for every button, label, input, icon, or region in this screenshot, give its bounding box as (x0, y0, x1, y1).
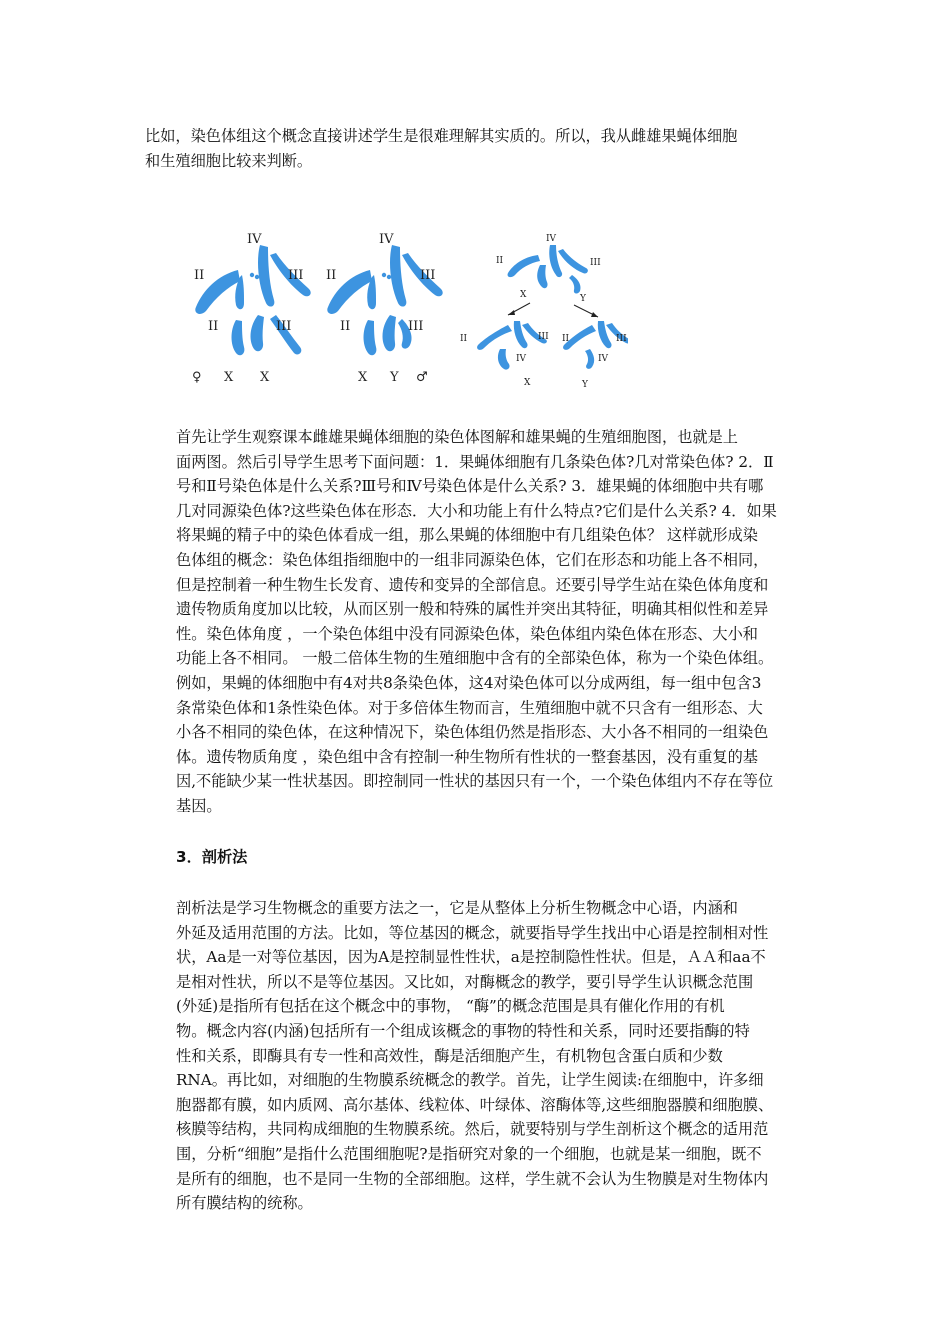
label-x: X (520, 290, 527, 300)
male-symbol: ♂ (416, 370, 428, 385)
text-line: 面两图。然后引导学生思考下面问题：1．果蝇体细胞有几条染色体?几对常染色体? 2．Ⅱ (176, 452, 774, 471)
label-II: II (496, 256, 504, 266)
text-line: 例如，果蝇的体细胞中有4对共8条染色体，这4对染色体可以分成两组，每一组中包含3 (176, 673, 762, 692)
label-III: III (616, 334, 627, 344)
label-II: II (194, 268, 205, 283)
text-line: 首先让学生观察课本雌雄果蝇体细胞的染色体图解和雄果蝇的生殖细胞图，也就是上 (176, 428, 738, 446)
text-line: 体。遗传物质角度 ，染色组中含有控制一种生物所有性状的一整套基因，没有重复的基 (176, 747, 758, 766)
label-IV: IV (247, 232, 262, 247)
text-line: 但是控制着一种生物生长发育、遗传和变异的全部信息。还要引导学生站在染色体角度和 (176, 575, 769, 594)
text-line: 号和Ⅱ号染色体是什么关系?Ⅲ号和Ⅳ号染色体是什么关系? 3．雄果蝇的体细胞中共有哪 (176, 477, 764, 496)
chromosome-diagram (178, 215, 628, 400)
text-line: 性和关系，即酶具有专一性和高效性，酶是活细胞产生，有机物包含蛋白质和少数 (176, 1046, 723, 1065)
section-heading: 3．剖析法 (176, 848, 248, 866)
text-line: 遗传物质角度加以比较，从而区别一般和特殊的属性并突出其特征，明确其相似性和差异 (176, 600, 769, 619)
paragraph-analysis (145, 896, 813, 1216)
label-II: II (326, 268, 337, 283)
text-line: 因,不能缺少某一性状基因。即控制同一性状的基因只有一个，一个染色体组内不存在等位 (176, 772, 774, 791)
label-II-low: II (340, 319, 351, 334)
text-line: 色体组的概念：染色体组指细胞中的一组非同源染色体，它们在形态和功能上各不相同， (176, 550, 769, 569)
label-II: II (562, 334, 570, 344)
text-line: 是相对性状，所以不是等位基因。又比如，对酶概念的教学，要引导学生认识概念范围 (176, 972, 754, 991)
label-x: X (260, 370, 270, 385)
gamete-y-chromosomes (563, 321, 628, 369)
gamete-x-chromosomes (477, 321, 547, 370)
text-line: 围，分析“细胞”是指什么范围细胞呢?是指研究对象的一个细胞，也就是某一细胞，既不 (176, 1144, 762, 1163)
text-line: 所有膜结构的统称。 (176, 1194, 313, 1213)
label-II: II (460, 334, 468, 344)
label-x: X (224, 370, 234, 385)
label-y: Y (580, 294, 586, 304)
parent-cell-chromosomes (508, 245, 588, 294)
text-line: 条常染色体和1条性染色体。对于多倍体生物而言，生殖细胞中就不只含有一组形态、大 (176, 698, 763, 717)
label-x: X (524, 378, 531, 388)
label-III: III (590, 258, 601, 268)
label-III-low: III (276, 319, 292, 334)
chromosome-figure (178, 215, 628, 400)
meiosis-panel (460, 234, 628, 390)
arrow-right-head (591, 312, 598, 317)
arrow-left-head (508, 310, 515, 315)
text-line: 几对同源染色体?这些染色体在形态．大小和功能上有什么特点?它们是什么关系? 4．如果 (176, 501, 777, 520)
label-III-low: III (408, 319, 424, 334)
label-IV: IV (516, 354, 527, 364)
text-line: 将果蝇的精子中的染色体看成一组，那么果蝇的体细胞中有几组染色体？ 这样就形成染 (176, 526, 758, 545)
text-line: 剖析法是学习生物概念的重要方法之一，它是从整体上分析生物概念中心语，内涵和 (176, 899, 738, 917)
label-y: Y (582, 380, 588, 390)
label-IV: IV (546, 234, 557, 244)
text-line: 状，Aa是一对等位基因，因为A是控制显性性状，a是控制隐性性状。但是，ＡＡ和aa不 (176, 948, 766, 967)
text-line: 外延及适用范围的方法。比如，等位基因的概念，就要指导学生找出中心语是控制相对性 (176, 923, 769, 942)
text-line: 功能上各不相同。 一般二倍体生物的生殖细胞中含有的全部染色体，称为一个染色体组。 (176, 649, 774, 668)
text-line: 物。概念内容(内涵)包括所有一个组成该概念的事物的特性和关系，同时还要指酶的特 (176, 1021, 750, 1040)
text-line: 比如，染色体组这个概念直接讲述学生是很难理解其实质的。所以，我从雌雄果蝇体细胞 (145, 127, 738, 145)
male-karyotype (327, 245, 442, 355)
text-line: 基因。 (176, 796, 222, 815)
text-line: 是所有的细胞，也不是同一生物的全部细胞。这样，学生就不会认为生物膜是对生物体内 (176, 1169, 769, 1188)
female-karyotype (195, 245, 310, 355)
text-line: RNA。再比如，对细胞的生物膜系统概念的教学。首先，让学生阅读:在细胞中，许多细 (176, 1071, 764, 1090)
label-IV: IV (379, 232, 394, 247)
label-y: Y (390, 370, 399, 385)
text-line: 核膜等结构，共同构成细胞的生物膜系统。然后，就要特别与学生剖析这个概念的适用范 (176, 1120, 769, 1139)
text-line: 小各不相同的染色体，在这种情况下，染色体组仍然是指形态、大小各不相同的一组染色 (176, 723, 769, 742)
paragraph-observation (145, 425, 813, 819)
text-line: 和生殖细胞比较来判断。 (145, 151, 313, 170)
label-x: X (358, 370, 368, 385)
label-III: III (420, 268, 436, 283)
label-IV: IV (598, 354, 609, 364)
text-line: (外延)是指所有包括在这个概念中的事物， “酶”的概念范围是具有催化作用的有机 (176, 997, 725, 1016)
text-line: 胞器都有膜，如内质网、高尔基体、线粒体、叶绿体、溶酶体等,这些细胞器膜和细胞膜、 (176, 1095, 774, 1114)
label-III: III (288, 268, 304, 283)
label-II-low: II (208, 319, 219, 334)
label-III: III (538, 332, 549, 342)
text-line: 性。染色体角度 ，一个染色体组中没有同源染色体，染色体组内染色体在形态、大小和 (176, 624, 758, 643)
paragraph-intro (145, 124, 813, 173)
female-symbol: ♀ (192, 370, 202, 385)
